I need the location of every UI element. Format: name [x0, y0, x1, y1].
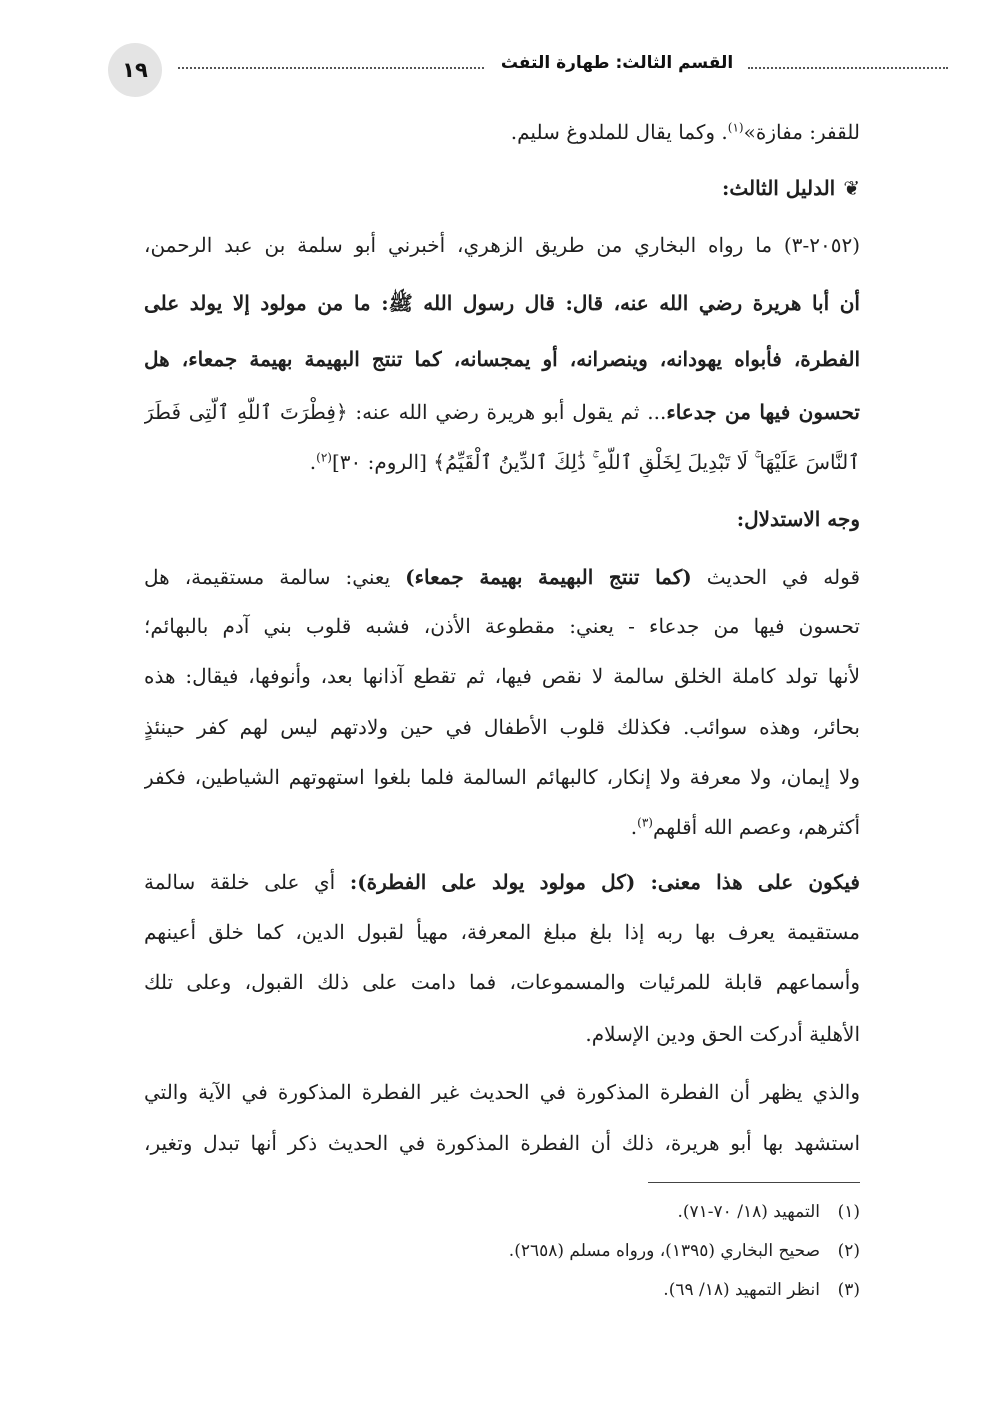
text-line-19: والذي يظهر أن الفطرة المذكورة في الحديث غير الفطرة المذكورة في الآية والتي: [144, 1080, 860, 1104]
section-heading-inference: وجه الاستدلال:: [736, 507, 860, 531]
footnote-2: [144, 1238, 860, 1264]
text-span: .: [630, 815, 638, 839]
hadith-line-3: [144, 397, 860, 427]
text-line-9: [144, 562, 860, 592]
text-line-3: (٢٠٥٢-٣) ما رواه البخاري من طريق الزهري، أخبرني أبو سلمة بن عبد الرحمن،: [144, 233, 860, 257]
text-line-11: لأنها تولد كاملة الخلق سالمة لا نقص فيها، ثم تقطع آذانها بعد، وأنوفها، فيقال: هذه: [144, 664, 860, 688]
footnote-1: [144, 1199, 860, 1225]
hadith-bold-span: تحسون فيها من جدعاء: [666, 400, 860, 424]
quote-bold-span: (كما تنتج البهيمة بهيمة جمعاء): [405, 565, 692, 589]
text-line-17: وأسماعهم قابلة للمرئيات والمسموعات، فما دامت على ذلك القبول، وعلى تلك: [144, 970, 860, 994]
text-span: قوله في الحديث: [691, 565, 860, 589]
footnote-separator: [648, 1182, 860, 1183]
quran-verse-line: [144, 447, 860, 477]
text-line-15: [144, 867, 860, 897]
text-span: أكثرهم، وعصم الله أقلهم: [652, 815, 860, 839]
text-span: ... ثم يقول أبو هريرة رضي الله عنه: ﴿فِطْرَتَ ٱللَّهِ ٱلَّتِى فَطَرَ: [144, 400, 667, 424]
text-line-18: الأهلية أدركت الحق ودين الإسلام.: [585, 1022, 860, 1046]
text-line-10: تحسون فيها من جدعاء - يعني: مقطوعة الأذن، فشبه قلوب بني آدم بالبهائم؛: [144, 614, 860, 638]
hadith-line-2: الفطرة، فأبواه يهودانه، وينصرانه، أو يمجسانه، كما تنتج البهيمة بهيمة جمعاء، هل: [144, 347, 860, 371]
verse-text: ٱلنَّاسَ عَلَيْهَا ۚ لَا تَبْدِيلَ لِخَلْقِ ٱللَّهِ ۚ ذَٰلِكَ ٱلدِّينُ ٱلْقَيِّمُ﴾ [الروم: ٣٠]: [331, 450, 860, 474]
section-heading-evidence: [144, 173, 860, 203]
page-header: [108, 43, 848, 97]
text-line-13: ولا إيمان، ولا معرفة ولا إنكار، كالبهائم السالمة فلما بلغوا استهوتهم الشياطين، فكفر: [144, 765, 860, 789]
leaf-bullet-icon: ❦: [843, 176, 860, 200]
footnote-text: التمهيد (١٨/ ٧٠-٧١).: [677, 1202, 820, 1222]
text-line-1: [144, 117, 860, 147]
footnote-3: [144, 1277, 860, 1303]
footnote-text: انظر التمهيد (١٨/ ٦٩).: [663, 1280, 820, 1300]
heading-text: الدليل الثالث:: [721, 176, 836, 200]
hadith-line-1: أن أبا هريرة رضي الله عنه، قال: قال رسول الله ﷺ: ما من مولود إلا يولد على: [144, 291, 860, 315]
text-line-20: استشهد بها أبو هريرة، ذلك أن الفطرة المذكورة في الحديث ذكر أنها تبدل وتغير،: [144, 1131, 860, 1155]
footnote-ref-1[interactable]: (١): [727, 120, 744, 135]
footnote-number: (٢): [837, 1241, 860, 1261]
text-span: .: [309, 450, 317, 474]
header-dots-left: [178, 67, 484, 69]
footnote-number: (١): [837, 1202, 860, 1222]
chapter-title: القسم الثالث: طهارة التفث: [500, 53, 734, 73]
footnote-text: صحيح البخاري (١٣٩٥)، ورواه مسلم (٢٦٥٨).: [508, 1241, 820, 1261]
footnote-ref-2[interactable]: (٢): [316, 450, 332, 465]
footnote-number: (٣): [837, 1280, 860, 1300]
text-span: للقفر: مفازة»: [743, 120, 860, 144]
text-span: أي على خلقة سالمة: [144, 870, 350, 894]
text-line-16: مستقيمة يعرف بها ربه إذا بلغ مبلغ المعرفة، مهيأ لقبول الدين، كما خلق أعينهم: [144, 920, 860, 944]
meaning-bold-span: فيكون على هذا معنى: (كل مولود يولد على الفطرة):: [349, 870, 860, 894]
text-line-14: [144, 812, 860, 842]
header-dots-right: [748, 67, 948, 69]
text-line-12: بحائر، وهذه سوائب. فكذلك قلوب الأطفال في حين ولادتهم ليس لهم كفر حينئذٍ: [144, 715, 860, 739]
text-span: . وكما يقال للملدوغ سليم.: [510, 120, 728, 144]
text-span: يعني: سالمة مستقيمة، هل: [144, 565, 406, 589]
page-number: ١٩: [108, 43, 162, 97]
footnote-ref-3[interactable]: (٣): [637, 815, 653, 830]
